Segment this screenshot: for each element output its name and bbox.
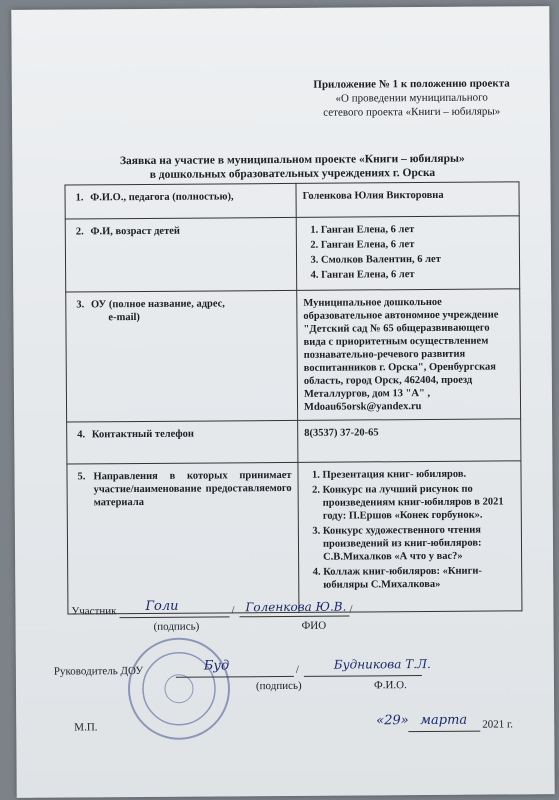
participant-sign-line: [119, 616, 229, 618]
row-label-text: ОУ (полное название, адрес,: [90, 298, 225, 311]
head-name-handwritten: Будникова Т.Л.: [333, 656, 431, 672]
row-number: 4.: [77, 429, 86, 441]
directions-list: [304, 467, 515, 591]
separator-slash: /: [295, 663, 299, 676]
participant-sign-caption: (подпись): [153, 620, 200, 633]
list-item: 2. Ганган Елена, 6 лет: [321, 237, 513, 251]
document-title: [72, 151, 512, 182]
appendix-header: [313, 76, 510, 119]
list-item: 3. Смолков Валентин, 6 лет: [321, 252, 513, 266]
table-row: [67, 461, 522, 614]
head-sign-line: [176, 676, 294, 678]
seal-placeholder: М.П.: [74, 721, 98, 734]
participant-name-handwritten: Голенкова Ю.В.: [245, 599, 347, 615]
date-month-line: [408, 731, 480, 733]
row-label: [65, 183, 296, 219]
row-value: [296, 216, 520, 291]
date-day-handwritten: «29»: [376, 713, 409, 729]
participant-name-line: [239, 616, 349, 618]
row-label-text: Контактный телефон: [91, 428, 195, 441]
table-row: [66, 289, 521, 422]
table-row: [67, 419, 521, 464]
row-number: 2.: [75, 226, 84, 238]
row-value: Муниципальное дошкольное образовательное автономное учреждение "Детский сад № 65 общеразвивающего вида с приоритетным осуществлением познавательно-речевого развития воспитанников г. Орска", Оренбургская область, город Орск, 462404, проезд Металлургов, дом 13 "А" , Mdoau65orsk@yandex.ru: [297, 289, 521, 421]
list-item: 4. Коллаж книг-юбиляров: «Книги-юбиляры С.Михалкова»: [323, 564, 515, 591]
row-label: [65, 217, 297, 292]
appendix-line-3: сетевого проекта «Книги – юбиляры»: [323, 105, 501, 119]
date-month-handwritten: марта: [420, 712, 468, 729]
head-label: Руководитель ДОУ: [53, 664, 144, 678]
row-value: 8(3537) 37-20-65: [298, 419, 521, 463]
list-item: 3. Конкурс художественного чтения произведений из книг-юбиляров: С.В.Михалков «А что у вас?»: [323, 523, 515, 563]
row-value: [298, 461, 522, 613]
row-number: 3.: [76, 299, 85, 311]
participant-label: Участник: [71, 605, 117, 618]
head-name-line: [304, 675, 422, 677]
row-number: 5.: [77, 471, 86, 483]
row-label-text: e-mail): [108, 311, 140, 324]
appendix-title: Приложение № 1 к положению проекта: [313, 77, 510, 91]
title-line-1: Заявка на участие в муниципальном проекте «Книги – юбиляры»: [119, 152, 465, 168]
separator-slash: /: [349, 603, 353, 616]
head-signature-handwritten: Буд: [203, 658, 230, 674]
head-sign-caption: (подпись): [255, 679, 302, 693]
date-year: 2021 г.: [482, 718, 514, 731]
appendix-line-2: «О проведении муниципального: [335, 91, 488, 105]
organization-stamp: [124, 633, 235, 744]
table-row: [65, 182, 519, 219]
separator-slash: /: [231, 604, 235, 617]
list-item: 1. Ганган Елена, 6 лет: [321, 222, 513, 236]
row-label: [67, 420, 298, 464]
list-item: 1. Презентация книг- юбиляров.: [322, 467, 514, 481]
participant-name-caption: ФИО: [301, 619, 327, 632]
list-item: 4. Ганган Елена, 6 лет: [321, 267, 513, 281]
row-label-text: Направления в которых принимает участие/наименование предоставляемого материала: [93, 469, 292, 509]
application-table: [64, 181, 522, 617]
row-label-text: Ф.И, возраст детей: [90, 225, 180, 238]
title-line-2: в дошкольных образовательных учреждениях г. Орска: [149, 166, 436, 181]
list-item: 2. Конкурс на лучший рисунок по произведениям книг-юбиляров в 2021 году: П.Ершов «Конек горбунок».: [323, 482, 515, 522]
row-number: 1.: [75, 192, 84, 204]
row-value: Голенкова Юлия Викторовна: [296, 182, 519, 218]
row-label: [66, 290, 298, 422]
document-sheet: [11, 6, 554, 798]
children-list: [303, 222, 513, 281]
head-name-caption: Ф.И.О.: [373, 679, 407, 692]
row-label-text: Ф.И.О., педагога (полностью),: [90, 191, 234, 204]
table-row: [65, 216, 519, 292]
participant-signature-handwritten: Голи: [145, 598, 179, 614]
